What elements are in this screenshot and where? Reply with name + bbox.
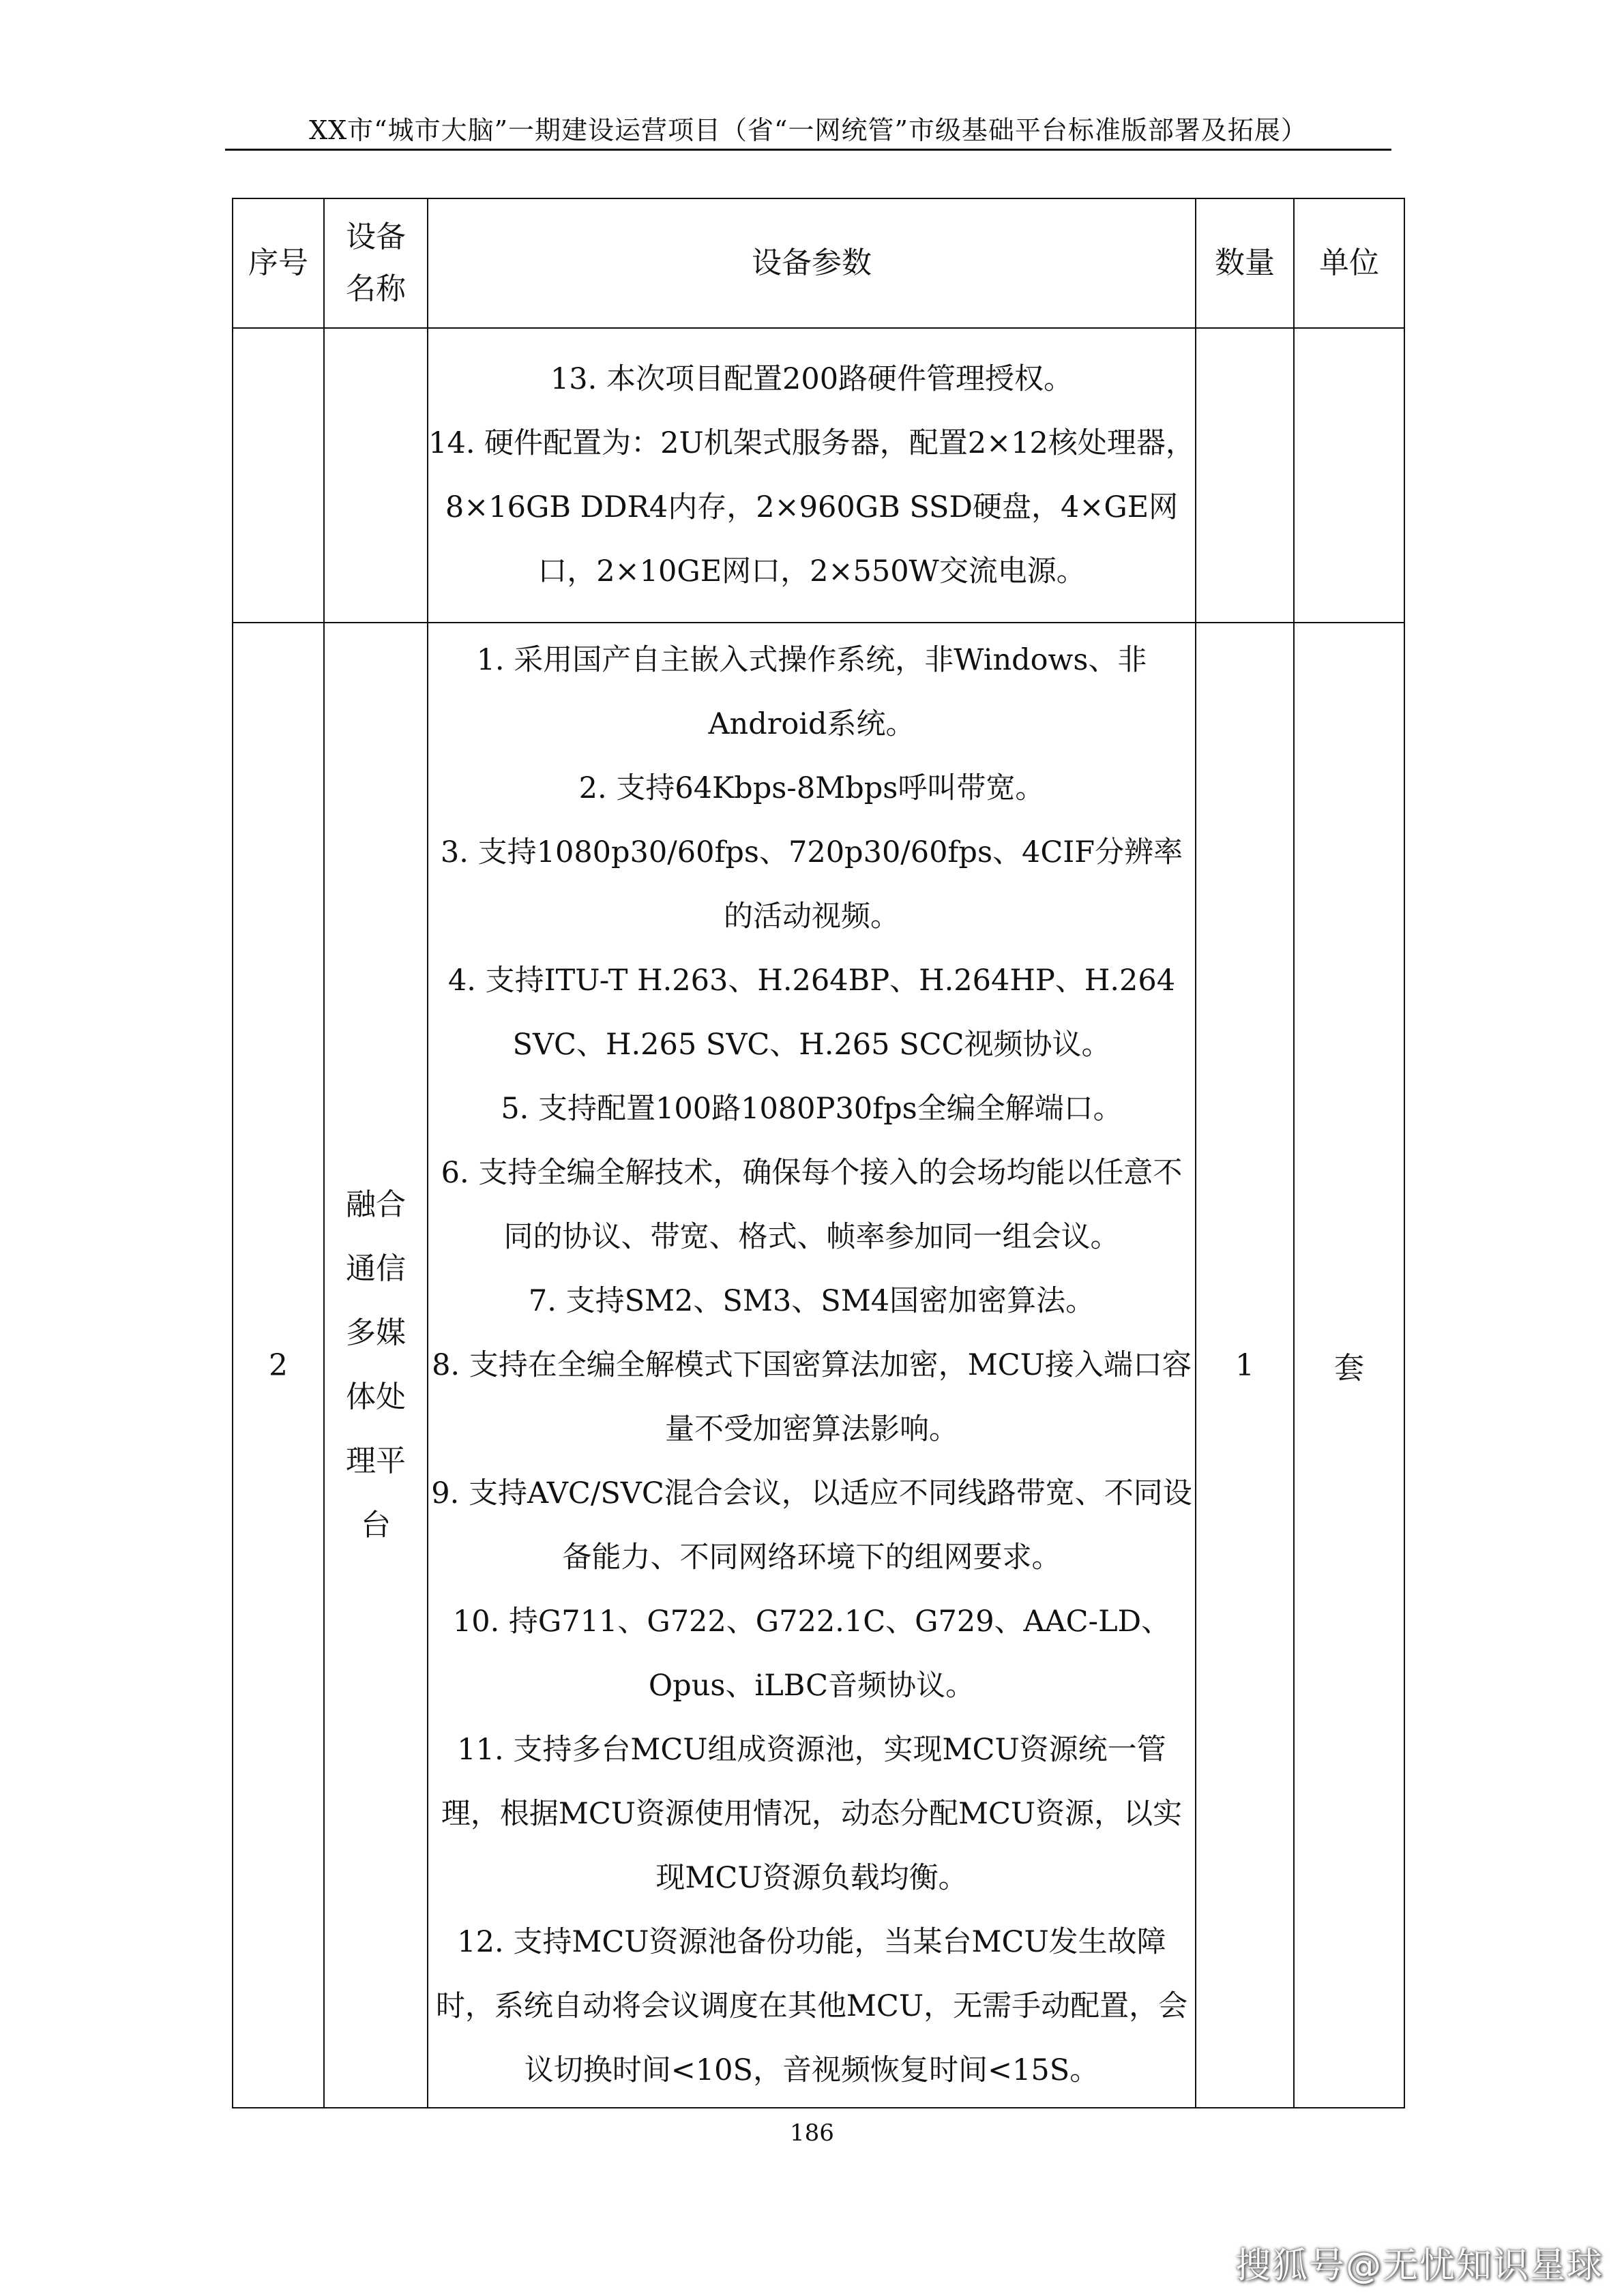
param-item: 9. 支持AVC/SVC混合会议，以适应不同线路带宽、不同设备能力、不同网络环境下的组网要求。	[431, 1476, 1192, 1575]
cell-qty: 1	[1196, 623, 1294, 2108]
param-item: 7. 支持SM2、SM3、SM4国密加密算法。	[528, 1284, 1095, 1318]
param-item: 2. 支持64Kbps-8Mbps呼叫带宽。	[578, 771, 1045, 805]
name-line: 通信	[346, 1251, 406, 1286]
cell-unit	[1294, 328, 1404, 623]
param-item: 14. 硬件配置为：2U机架式服务器，配置2×12核处理器， 8×16GB DDR4内存，2×960GB SSD硬盘，4×GE网口，2×10GE网口，2×550W交流电源。	[428, 426, 1195, 588]
watermark: 搜狐号@无忧知识星球	[1235, 2246, 1604, 2286]
cell-params	[428, 328, 1196, 623]
name-line: 融合	[346, 1187, 406, 1222]
header-rule	[225, 149, 1391, 151]
name-line: 多媒	[346, 1315, 406, 1350]
equipment-spec-table	[232, 198, 1405, 2108]
name-line: 理平	[346, 1444, 406, 1478]
table-row	[233, 623, 1404, 2108]
column-header-name	[324, 198, 428, 328]
cell-qty	[1196, 328, 1294, 623]
table-header-row	[233, 198, 1404, 328]
table-row	[233, 328, 1404, 623]
param-item: 3. 支持1080p30/60fps、720p30/60fps、4CIF分辨率的活动视频。	[440, 835, 1183, 934]
cell-params	[428, 623, 1196, 2108]
param-item: 5. 支持配置100路1080P30fps全编全解端口。	[501, 1092, 1123, 1126]
cell-unit: 套	[1294, 623, 1404, 2108]
column-header-seq: 序号	[233, 198, 324, 328]
param-item: 11. 支持多台MCU组成资源池，实现MCU资源统一管理，根据MCU资源使用情况，动态分配MCU资源，以实现MCU资源负载均衡。	[441, 1733, 1183, 1895]
name-line: 体处	[346, 1380, 406, 1414]
column-header-params: 设备参数	[428, 198, 1196, 328]
cell-seq: 2	[233, 623, 324, 2108]
column-header-name-line2: 名称	[346, 271, 406, 306]
cell-name	[324, 328, 428, 623]
param-item: 13. 本次项目配置200路硬件管理授权。	[550, 362, 1074, 396]
param-item: 12. 支持MCU资源池备份功能，当某台MCU发生故障时，系统自动将会议调度在其他MCU，无需手动配置，会议切换时间<10S，音视频恢复时间<15S。	[435, 1925, 1188, 2087]
param-item: 4. 支持ITU-T H.263、H.264BP、H.264HP、H.264 SVC、H.265 SVC、H.265 SCC视频协议。	[447, 964, 1176, 1062]
column-header-name-line1: 设备	[346, 220, 406, 254]
cell-name	[324, 623, 428, 2108]
param-item: 8. 支持在全编全解模式下国密算法加密，MCU接入端口容量不受加密算法影响。	[432, 1348, 1192, 1446]
param-item: 6. 支持全编全解技术，确保每个接入的会场均能以任意不同的协议、带宽、格式、帧率参加同一组会议。	[441, 1156, 1183, 1254]
name-line: 台	[361, 1508, 391, 1542]
page-header: XX市“城市大脑”一期建设运营项目（省“一网统管”市级基础平台标准版部署及拓展）	[309, 115, 1308, 145]
column-header-qty: 数量	[1196, 198, 1294, 328]
page-number: 186	[790, 2119, 834, 2147]
param-item: 1. 采用国产自主嵌入式操作系统，非Windows、非Android系统。	[476, 643, 1147, 741]
column-header-unit: 单位	[1294, 198, 1404, 328]
param-item: 10. 持G711、G722、G722.1C、G729、AAC-LD、Opus、iLBC音频协议。	[452, 1605, 1171, 1703]
cell-seq	[233, 328, 324, 623]
